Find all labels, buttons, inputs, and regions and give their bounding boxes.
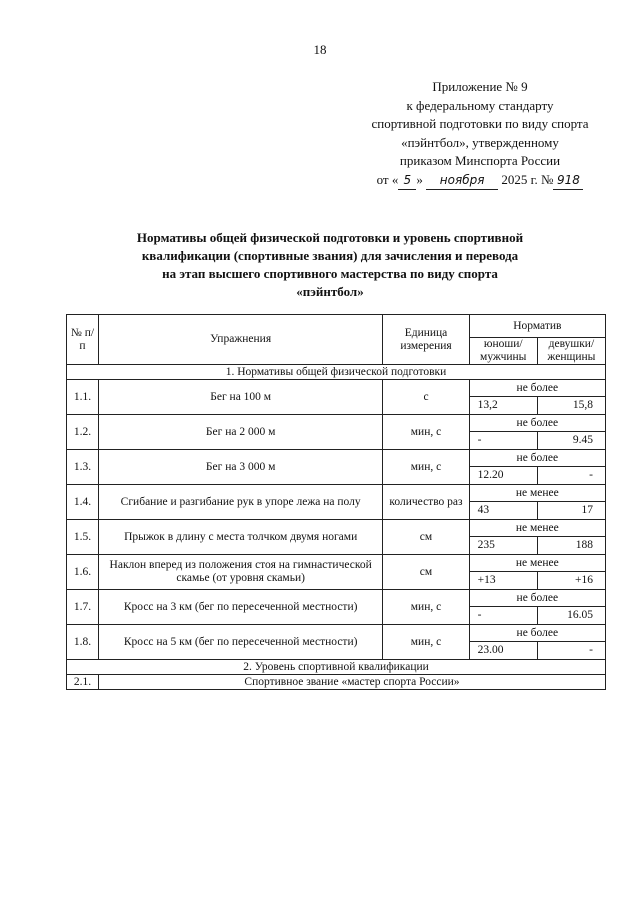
- row-comparator: не более: [469, 415, 605, 432]
- row-unit: см: [383, 555, 469, 590]
- row-female-value: -: [537, 467, 605, 485]
- row-male-value: 23.00: [469, 642, 537, 660]
- header-unit: Единица измерения: [383, 315, 469, 365]
- row-female-value: 17: [537, 502, 605, 520]
- norms-table: [66, 314, 606, 690]
- title-line: «пэйнтбол»: [296, 284, 364, 299]
- row-unit: см: [383, 520, 469, 555]
- row-num: 2.1.: [67, 675, 99, 690]
- row-unit: количество раз: [383, 485, 469, 520]
- row-num: 1.8.: [67, 625, 99, 660]
- table-row: [67, 555, 606, 572]
- row-female-value: 16.05: [537, 607, 605, 625]
- header-exercise: Упражнения: [98, 315, 382, 365]
- section-row: [67, 660, 606, 675]
- appendix-line: спортивной подготовки по виду спорта: [371, 116, 589, 131]
- table-row: [67, 415, 606, 432]
- row-female-value: -: [537, 642, 605, 660]
- row-male-value: +13: [469, 572, 537, 590]
- appendix-header: [340, 78, 620, 190]
- row-exercise: Сгибание и разгибание рук в упоре лежа на полу: [98, 485, 382, 520]
- table-header-row: [67, 315, 606, 338]
- row-num: 1.1.: [67, 380, 99, 415]
- row-unit: мин, с: [383, 415, 469, 450]
- row-unit: с: [383, 380, 469, 415]
- header-norm: Норматив: [469, 315, 605, 338]
- table-row: [67, 485, 606, 502]
- date-year: 2025 г. №: [501, 171, 554, 187]
- header-female: девушки/ женщины: [537, 338, 605, 365]
- row-comparator: не менее: [469, 555, 605, 572]
- table-row: [67, 520, 606, 537]
- row-num: 1.7.: [67, 590, 99, 625]
- row-exercise: Наклон вперед из положения стоя на гимнастической скамье (от уровня скамьи): [98, 555, 382, 590]
- date-prefix: от «: [376, 171, 399, 187]
- row-comparator: не более: [469, 450, 605, 467]
- row-comparator: не более: [469, 625, 605, 642]
- row-num: 1.2.: [67, 415, 99, 450]
- section-1-title: 1. Нормативы общей физической подготовки: [67, 365, 606, 380]
- row-comparator: не более: [469, 380, 605, 397]
- row-exercise: Бег на 2 000 м: [98, 415, 382, 450]
- row-male-value: -: [469, 607, 537, 625]
- order-number: 918: [553, 171, 583, 191]
- row-comparator: не более: [469, 590, 605, 607]
- row-male-value: -: [469, 432, 537, 450]
- appendix-line: Приложение № 9: [432, 79, 528, 94]
- row-exercise: Кросс на 5 км (бег по пересеченной местности): [98, 625, 382, 660]
- page-number: 18: [313, 42, 327, 57]
- row-exercise: Прыжок в длину с места толчком двумя ногами: [98, 520, 382, 555]
- row-exercise: Бег на 3 000 м: [98, 450, 382, 485]
- row-unit: мин, с: [383, 625, 469, 660]
- table-row: [67, 675, 606, 690]
- appendix-line: к федеральному стандарту: [406, 97, 554, 113]
- row-qualification: Спортивное звание «мастер спорта России»: [98, 675, 605, 690]
- row-unit: мин, с: [383, 590, 469, 625]
- row-exercise: Бег на 100 м: [98, 380, 382, 415]
- table-row: [67, 590, 606, 607]
- row-comparator: не менее: [469, 520, 605, 537]
- document-title: [70, 229, 590, 301]
- row-num: 1.5.: [67, 520, 99, 555]
- table-row: [67, 625, 606, 642]
- row-num: 1.3.: [67, 450, 99, 485]
- row-female-value: 15,8: [537, 397, 605, 415]
- row-num: 1.6.: [67, 555, 99, 590]
- row-female-value: 188: [537, 537, 605, 555]
- appendix-line: «пэйнтбол», утвержденному: [401, 134, 559, 150]
- header-male: юноши/ мужчины: [469, 338, 537, 365]
- table-row: [67, 450, 606, 467]
- row-comparator: не менее: [469, 485, 605, 502]
- date-mid: »: [416, 171, 423, 187]
- row-male-value: 43: [469, 502, 537, 520]
- row-female-value: +16: [537, 572, 605, 590]
- title-line: на этап высшего спортивного мастерства по виду спорта: [162, 266, 498, 281]
- row-male-value: 12.20: [469, 467, 537, 485]
- order-date-line: [340, 171, 620, 191]
- row-female-value: 9.45: [537, 432, 605, 450]
- row-male-value: 13,2: [469, 397, 537, 415]
- section-row: [67, 365, 606, 380]
- date-day: 5: [398, 171, 416, 191]
- title-line: Нормативы общей физической подготовки и уровень спортивной: [136, 230, 524, 245]
- appendix-line: приказом Минспорта России: [399, 153, 561, 168]
- header-num: № п/п: [67, 315, 99, 365]
- section-2-title: 2. Уровень спортивной квалификации: [67, 660, 606, 675]
- row-exercise: Кросс на 3 км (бег по пересеченной местности): [98, 590, 382, 625]
- date-month: ноября: [426, 171, 498, 191]
- row-unit: мин, с: [383, 450, 469, 485]
- table-row: [67, 380, 606, 397]
- row-male-value: 235: [469, 537, 537, 555]
- row-num: 1.4.: [67, 485, 99, 520]
- title-line: квалификации (спортивные звания) для зачисления и перевода: [141, 248, 519, 263]
